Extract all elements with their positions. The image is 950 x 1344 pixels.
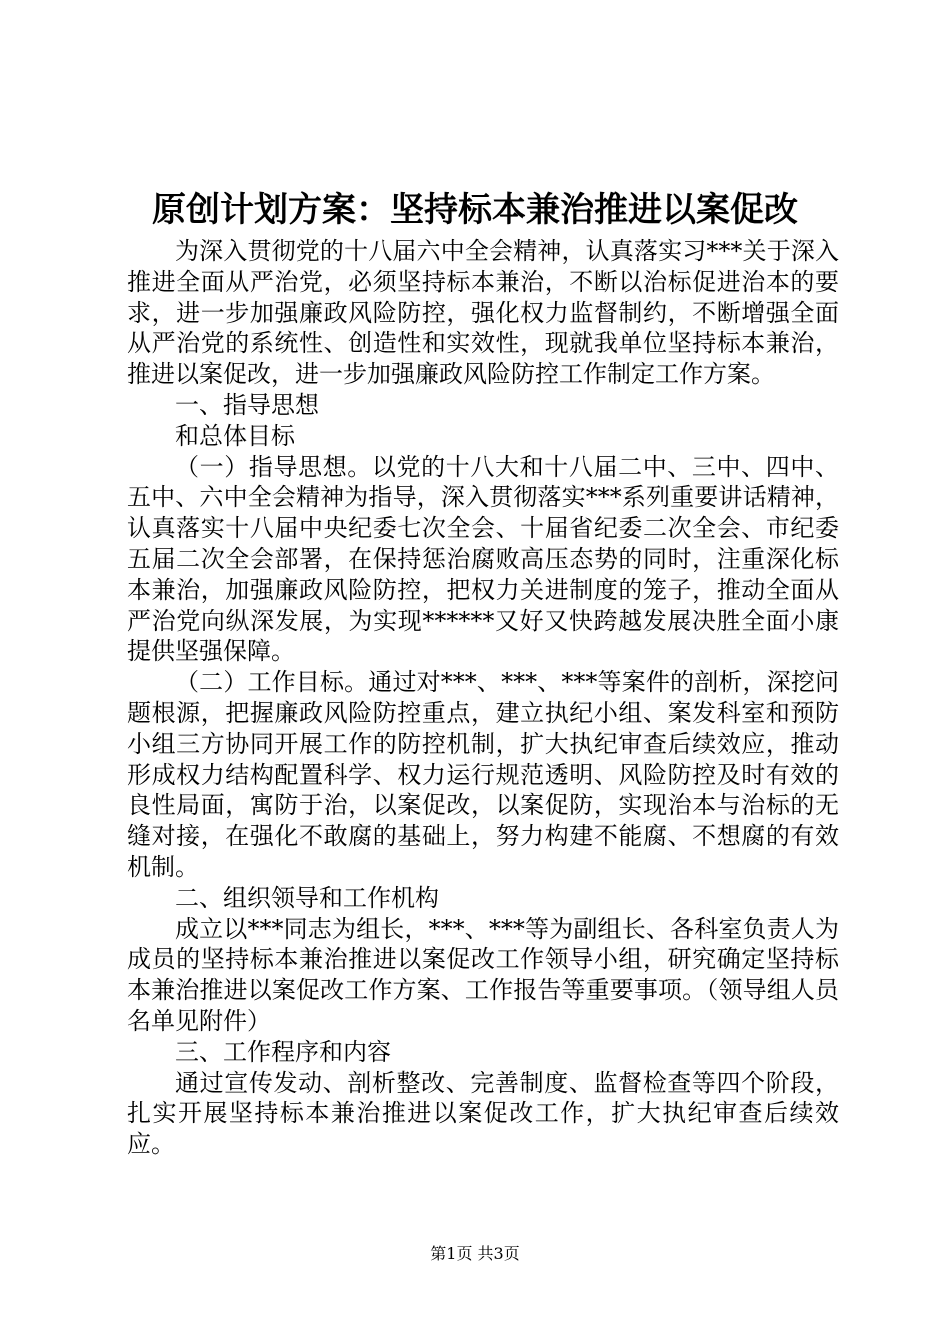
paragraph-intro: 为深入贯彻党的十八届六中全会精神，认真落实习***关于深入推进全面从严治党，必须坚持标本兼治，不断以治标促进治本的要求，进一步加强廉政风险防控，强化权力监督制约，不断增强全面从严治党的系统性、创造性和实效性，现就我单位坚持标本兼治，推进以案促改，进一步加强廉政风险防控工作制定工作方案。 [127,237,839,389]
paragraph-guiding-thought: （一）指导思想。以党的十八大和十八届二中、三中、四中、五中、六中全会精神为指导，深入贯彻落实***系列重要讲话精神，认真落实十八届中央纪委七次全会、十届省纪委二次全会、市纪委五届二次全会部署，在保持惩治腐败高压态势的同时，注重深化标本兼治，加强廉政风险防控，把权力关进制度的笼子，推动全面从严治党向纵深发展，为实现******又好又快跨越发展决胜全面小康提供坚强保障。 [127,452,839,666]
paragraph-leadership: 成立以***同志为组长，***、***等为副组长、各科室负责人为成员的坚持标本兼治推进以案促改工作领导小组，研究确定坚持标本兼治推进以案促改工作方案、工作报告等重要事项。（领导组人员名单见附件） [127,914,839,1035]
document-title: 原创计划方案：坚持标本兼治推进以案促改 [152,190,798,230]
section-heading-2: 二、组织领导和工作机构 [175,883,439,912]
paragraph-work-goal: （二）工作目标。通过对***、***、***等案件的剖析，深挖问题根源，把握廉政风险防控重点，建立执纪小组、案发科室和预防小组三方协同开展工作的防控机制，扩大执纪审查后续效应，推动形成权力结构配置科学、权力运行规范透明、风险防控及时有效的良性局面，寓防于治，以案促改，以案促防，实现治本与治标的无缝对接，在强化不敢腐的基础上，努力构建不能腐、不想腐的有效机制。 [127,668,839,881]
section-heading-1-cont: 和总体目标 [175,421,295,450]
paragraph-procedure: 通过宣传发动、剖析整改、完善制度、监督检查等四个阶段，扎实开展坚持标本兼治推进以案促改工作，扩大执纪审查后续效应。 [127,1068,839,1159]
document-body [127,236,839,1160]
section-heading-3: 三、工作程序和内容 [175,1037,391,1066]
page-footer: 第1页 共3页 [430,1244,520,1263]
section-heading-1: 一、指导思想 [175,390,319,419]
